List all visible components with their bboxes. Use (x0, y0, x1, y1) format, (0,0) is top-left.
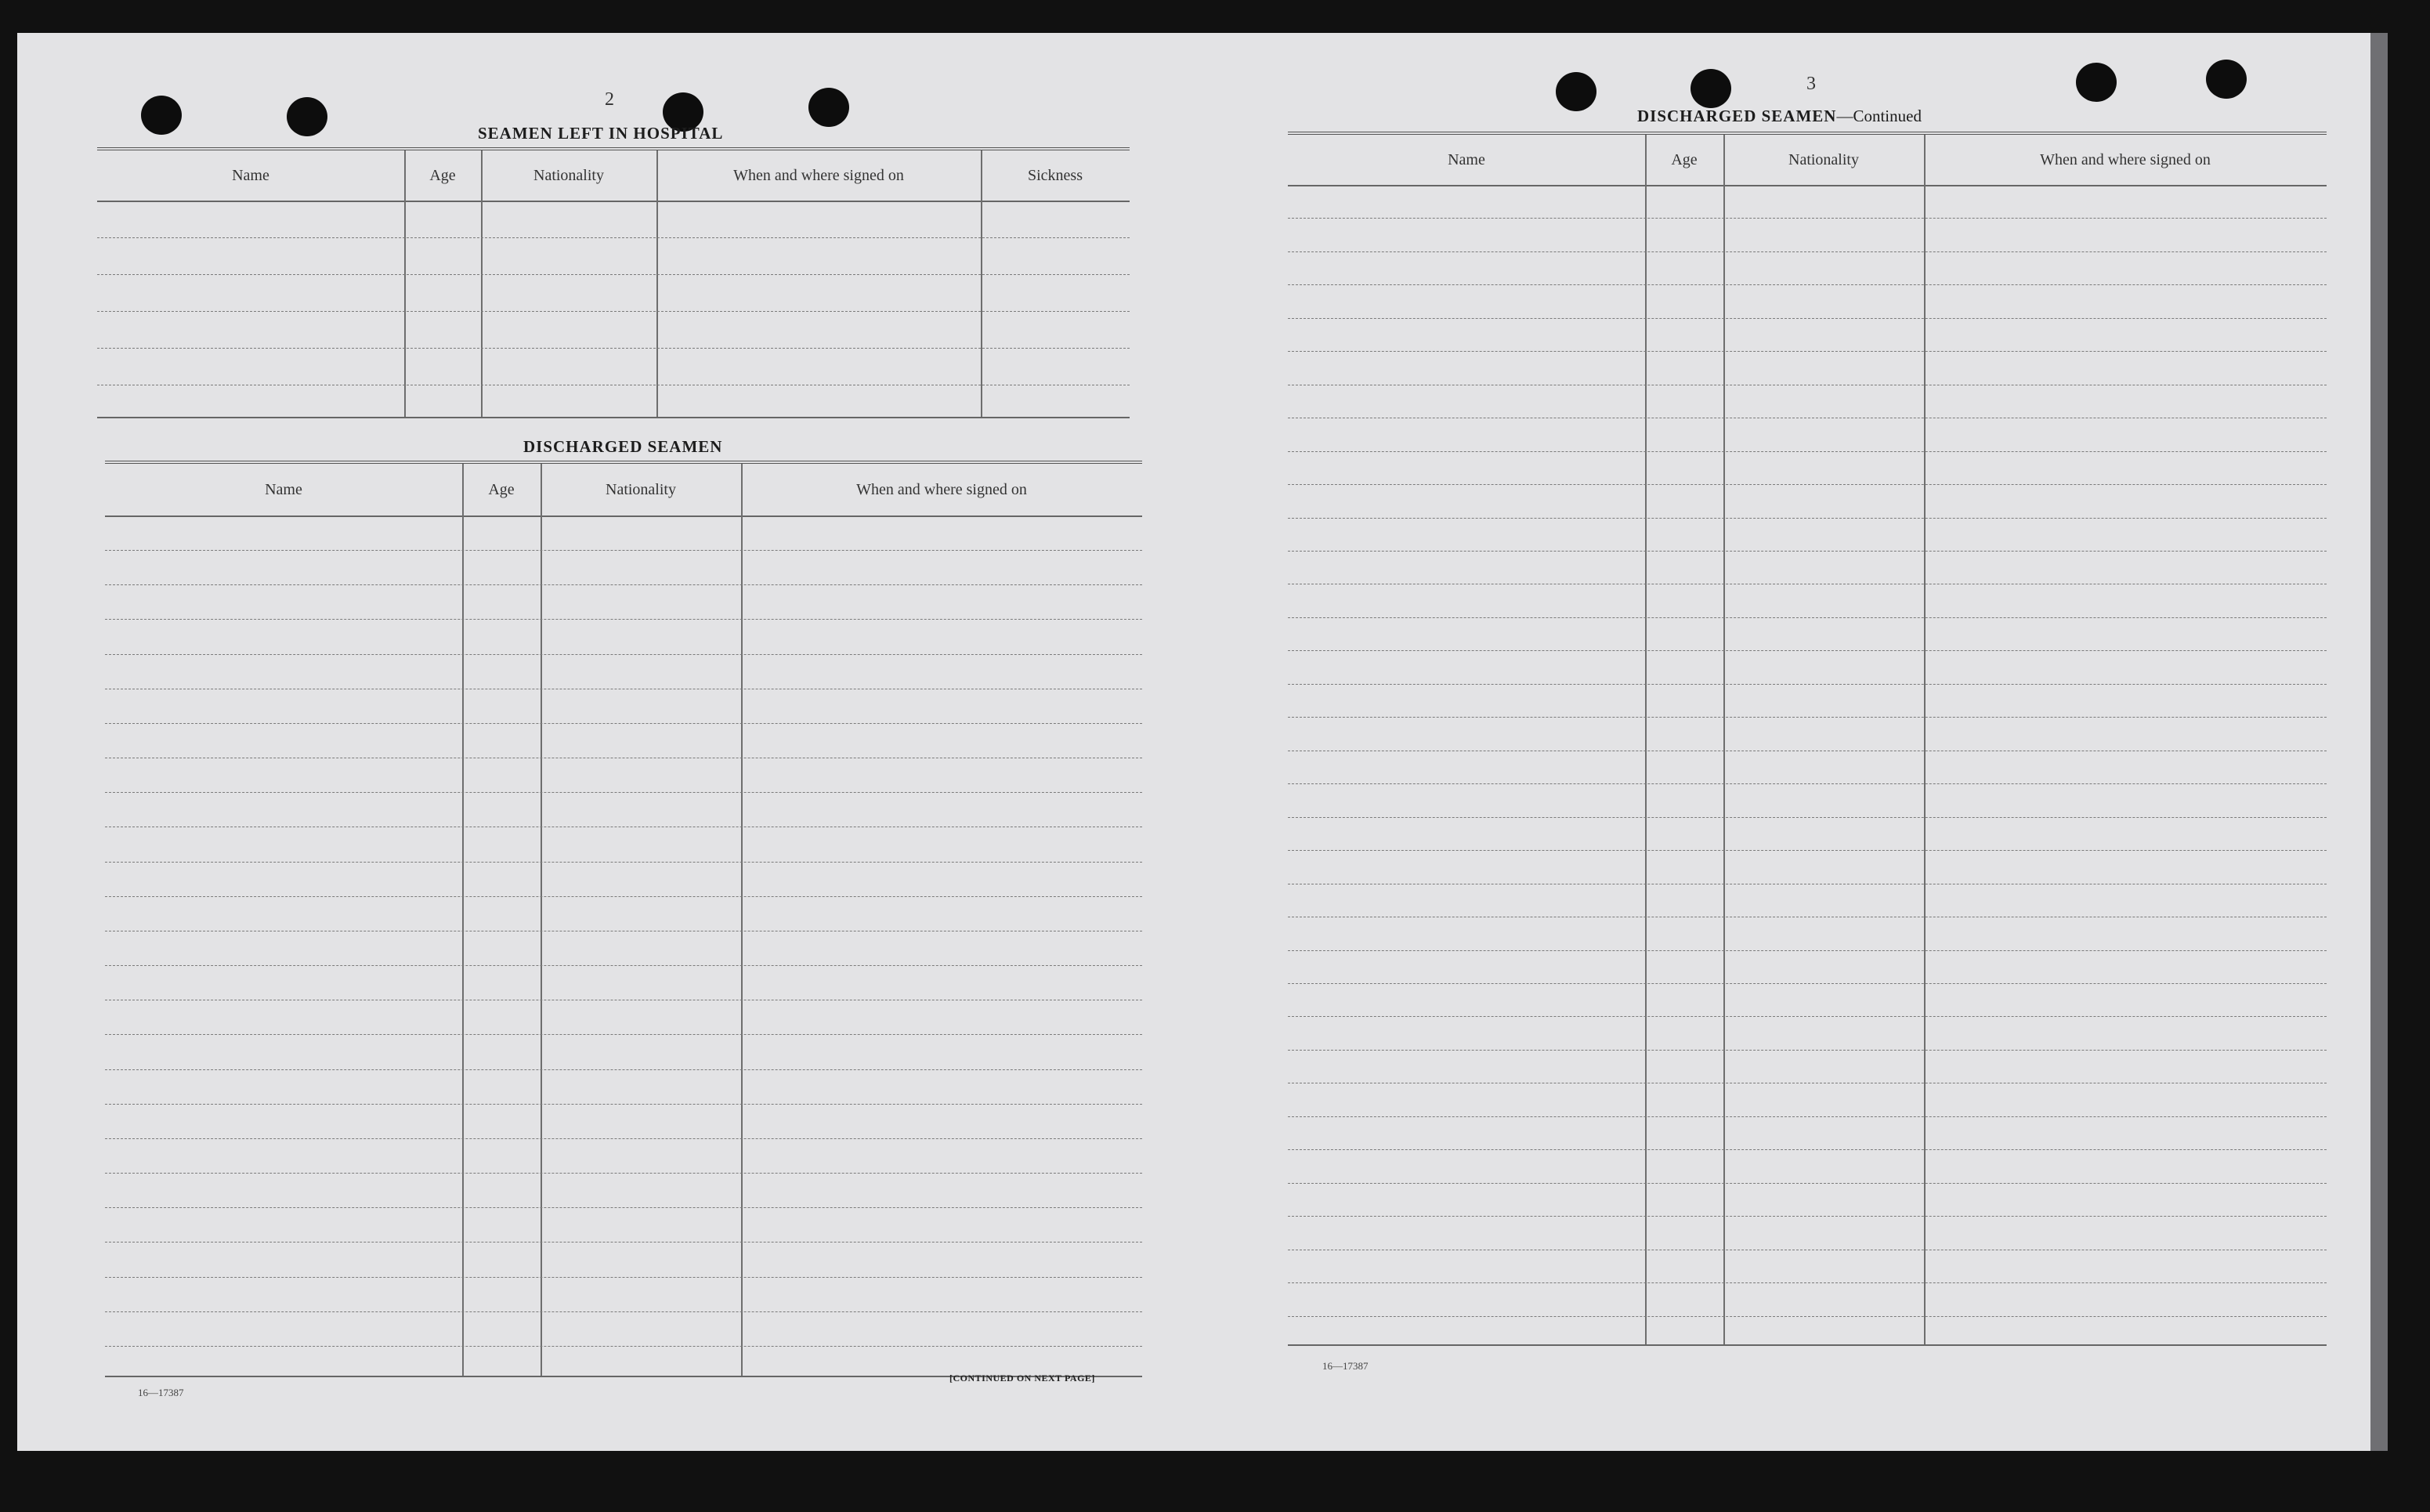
column-header: Age (429, 166, 456, 184)
discharged-continued-title (1637, 107, 1922, 126)
table-row (97, 237, 1130, 238)
sheet-edge-shadow (2370, 33, 2388, 1451)
table-row (105, 654, 1142, 655)
discharged-table-left (105, 461, 1142, 1377)
table-row (1288, 551, 2327, 552)
punch-hole-icon (2206, 60, 2247, 99)
column-header: Nationality (606, 480, 676, 498)
punch-hole-icon (808, 88, 849, 127)
table-row (1288, 1316, 2327, 1317)
table-body (105, 515, 1142, 1376)
column-header: When and where signed on (733, 166, 904, 184)
discharged-table-right (1288, 132, 2327, 1346)
table-row (1288, 1216, 2327, 1217)
punch-hole-icon (1556, 72, 1596, 111)
table-row (105, 723, 1142, 724)
table-body (97, 201, 1130, 417)
table-row (105, 1242, 1142, 1243)
continued-note: [CONTINUED ON NEXT PAGE] (949, 1373, 1095, 1384)
table-row (105, 1138, 1142, 1139)
table-row (105, 1104, 1142, 1105)
table-row (1288, 1016, 2327, 1017)
right-page-number: 3 (1806, 74, 1816, 94)
table-row (1288, 1183, 2327, 1184)
table-row (1288, 484, 2327, 485)
table-row (105, 1277, 1142, 1278)
table-row (105, 584, 1142, 585)
table-row (105, 1034, 1142, 1035)
table-row (1288, 684, 2327, 685)
table-row (1288, 318, 2327, 319)
punch-hole-icon (141, 96, 182, 135)
table-row (1288, 983, 2327, 984)
punch-hole-icon (2076, 63, 2117, 102)
column-header: Age (1671, 150, 1698, 168)
left-page-number: 2 (605, 89, 614, 110)
column-header: Name (232, 166, 269, 184)
table-header (1288, 135, 2327, 186)
table-row (1288, 850, 2327, 851)
table-row (1288, 284, 2327, 285)
continued-suffix: —Continued (1836, 107, 1922, 125)
table-row (105, 550, 1142, 551)
table-header (97, 150, 1130, 202)
table-row (105, 1069, 1142, 1070)
discharged-continued-title-main: DISCHARGED SEAMEN (1637, 107, 1837, 125)
punch-hole-icon (287, 97, 327, 136)
discharged-section-title: DISCHARGED SEAMEN (523, 437, 723, 456)
table-header (105, 464, 1142, 517)
table-row (1288, 1116, 2327, 1117)
table-row (1288, 218, 2327, 219)
table-row (1288, 518, 2327, 519)
punch-hole-icon (1691, 69, 1731, 108)
table-row (105, 862, 1142, 863)
right-form-code: 16—17387 (1322, 1360, 1369, 1372)
left-form-code: 16—17387 (138, 1387, 184, 1398)
column-header: Nationality (533, 166, 604, 184)
table-body (1288, 185, 2327, 1344)
column-header: Nationality (1788, 150, 1859, 168)
column-header: Sickness (1028, 166, 1083, 184)
table-row (105, 1311, 1142, 1312)
table-row (105, 1346, 1142, 1347)
table-row (97, 348, 1130, 349)
table-row (1288, 1282, 2327, 1283)
column-header: Age (488, 480, 515, 498)
column-header: When and where signed on (856, 480, 1027, 498)
hospital-section-title: SEAMEN LEFT IN HOSPITAL (478, 124, 724, 143)
table-row (1288, 351, 2327, 352)
table-row (105, 1207, 1142, 1208)
table-row (1288, 451, 2327, 452)
table-row (97, 311, 1130, 312)
table-row (1288, 1050, 2327, 1051)
table-row (105, 965, 1142, 966)
table-row (1288, 817, 2327, 818)
hospital-table (97, 147, 1130, 418)
table-row (1288, 650, 2327, 651)
table-row (1288, 1149, 2327, 1150)
table-row (105, 792, 1142, 793)
table-row (1288, 251, 2327, 252)
table-row (105, 896, 1142, 897)
table-row (1288, 783, 2327, 784)
table-row (1288, 617, 2327, 618)
table-row (105, 619, 1142, 620)
column-header: When and where signed on (2040, 150, 2211, 168)
column-header: Name (1448, 150, 1485, 168)
column-header: Name (265, 480, 302, 498)
table-row (1288, 717, 2327, 718)
table-row (1288, 950, 2327, 951)
table-row (97, 274, 1130, 275)
table-row (105, 1173, 1142, 1174)
